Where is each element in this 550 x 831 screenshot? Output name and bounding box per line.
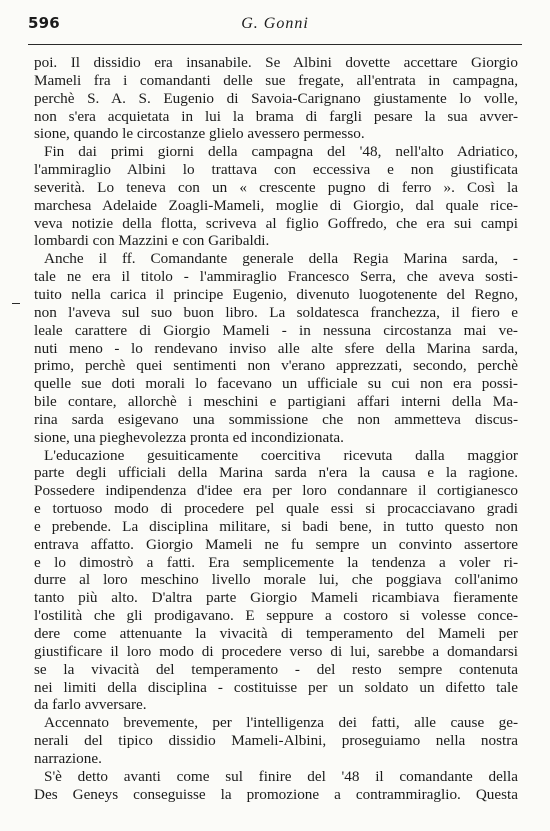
text-line: e prebende. La disciplina militare, si badi bene, in tutto questo non <box>34 517 518 535</box>
text-line: Anche il ff. Comandante generale della Regia Marina sarda, - <box>44 250 518 268</box>
text-line: lombardi con Mazzini e con Garibaldi. <box>34 232 270 250</box>
text-line: parte degli ufficiali della Marina sarda n'era la causa e la ragione. <box>34 464 518 482</box>
text-line: leale carattere di Giorgio Mameli - in nessuna circostanza mai ve- <box>34 321 518 339</box>
text-line: e tortuoso modo di procedere pel quale essi si procacciavano gradi <box>34 500 518 518</box>
text-line: narrazione. <box>34 749 102 767</box>
text-line: tale ne era il titolo - l'ammiraglio Francesco Serra, che aveva sosti- <box>34 268 518 286</box>
text-line: se la vivacità del temperamento - del resto sempre contenuta <box>34 660 518 678</box>
text-line: Fin dai primi giorni della campagna del '48, nell'alto Adriatico, <box>44 143 518 161</box>
text-line: tuito nella carica il principe Eugenio, divenuto luogotenente del Regno, <box>34 285 518 303</box>
text-line: sione, una pieghevolezza pronta ed incondizionata. <box>34 428 344 446</box>
text-line: nei limiti della disciplina - costituisse per un soldato un difetto tale <box>34 678 518 696</box>
margin-mark <box>12 303 20 304</box>
text-line: tanto più alto. D'altra parte Giorgio Mameli ricambiava fieramente <box>34 589 518 607</box>
body-text <box>34 54 518 803</box>
text-line: primo, perchè quei sentimenti non v'erano apprezzati, secondo, perchè <box>34 357 518 375</box>
text-line: l'ostilità che gli prodigavano. E seppure a costoro si volesse conce- <box>34 607 518 625</box>
text-line: Des Geneys conseguisse la promozione a contrammiraglio. Questa <box>34 785 518 803</box>
text-line: da farlo avversare. <box>34 696 147 714</box>
text-line: nerali del tipico dissidio Mameli-Albini, proseguiamo nella nostra <box>34 732 518 750</box>
text-line: giustificare il loro modo di procedere verso di lui, sarebbe a domandarsi <box>34 642 518 660</box>
running-head: G. Gonni <box>241 15 309 32</box>
text-line: bile contare, allorchè i meschini e partigiani affari interni della Ma- <box>34 393 518 411</box>
page-header <box>28 12 522 36</box>
text-line: marchesa Adelaide Zoagli-Mameli, moglie di Giorgio, dal quale rice- <box>34 196 518 214</box>
text-line: Possedere indipendenza d'idee era per loro condannare il cortigianesco <box>34 482 518 500</box>
text-line: rina sarda esigevano una sommissione che non ammetteva discus- <box>34 410 518 428</box>
text-line: e lo dimostrò a fatti. Era semplicemente la tendenza a voler ri- <box>34 553 518 571</box>
text-line: poi. Il dissidio era insanabile. Se Albini dovette accettare Giorgio <box>34 54 518 71</box>
text-line: veva notizie della flotta, scriveva al figlio Goffredo, che era sui campi <box>34 214 518 232</box>
text-line: quelle sue doti morali lo facevano un ufficiale su cui non era possi- <box>34 375 518 393</box>
text-line: perchè S. A. S. Eugenio di Savoia-Carignano giustamente lo volle, <box>34 89 518 107</box>
text-line: l'ammiraglio Albini lo trattava con eccessiva e non giustificata <box>34 161 518 179</box>
text-line: Accennato brevemente, per l'intelligenza dei fatti, alle cause ge- <box>44 714 518 732</box>
text-line: Mameli fra i comandanti delle sue fregate, all'entrata in campagna, <box>34 71 518 89</box>
text-line: entrava affatto. Giorgio Mameli ne fu sempre un convinto assertore <box>34 535 518 553</box>
text-line: non s'era acquietata in lui la brama di fargli pesare la sua avver- <box>34 107 518 125</box>
text-line: dere come attenuante la vivacità di temperamento del Mameli per <box>34 625 518 642</box>
text-line: nuti meno - lo rendevano inviso alle alte sfere della Marina sarda, <box>34 339 518 357</box>
page-number: 596 <box>28 14 60 32</box>
text-line: durre al loro meschino livello morale lui, che poggiava coll'animo <box>34 571 518 589</box>
text-line: sione, quando le circostanze glielo avessero permesso. <box>34 125 365 143</box>
text-line: S'è detto avanti come sul finire del '48 il comandante della <box>44 767 518 785</box>
text-line: severità. Lo teneva con un « crescente pugno di ferro ». Così la <box>34 178 518 196</box>
text-line: L'educazione gesuiticamente coercitiva ricevuta dalla maggior <box>44 446 518 464</box>
text-line: non l'aveva sul suo buon libro. La soldatesca franchezza, il fiero e <box>34 303 518 321</box>
header-rule <box>28 44 522 45</box>
